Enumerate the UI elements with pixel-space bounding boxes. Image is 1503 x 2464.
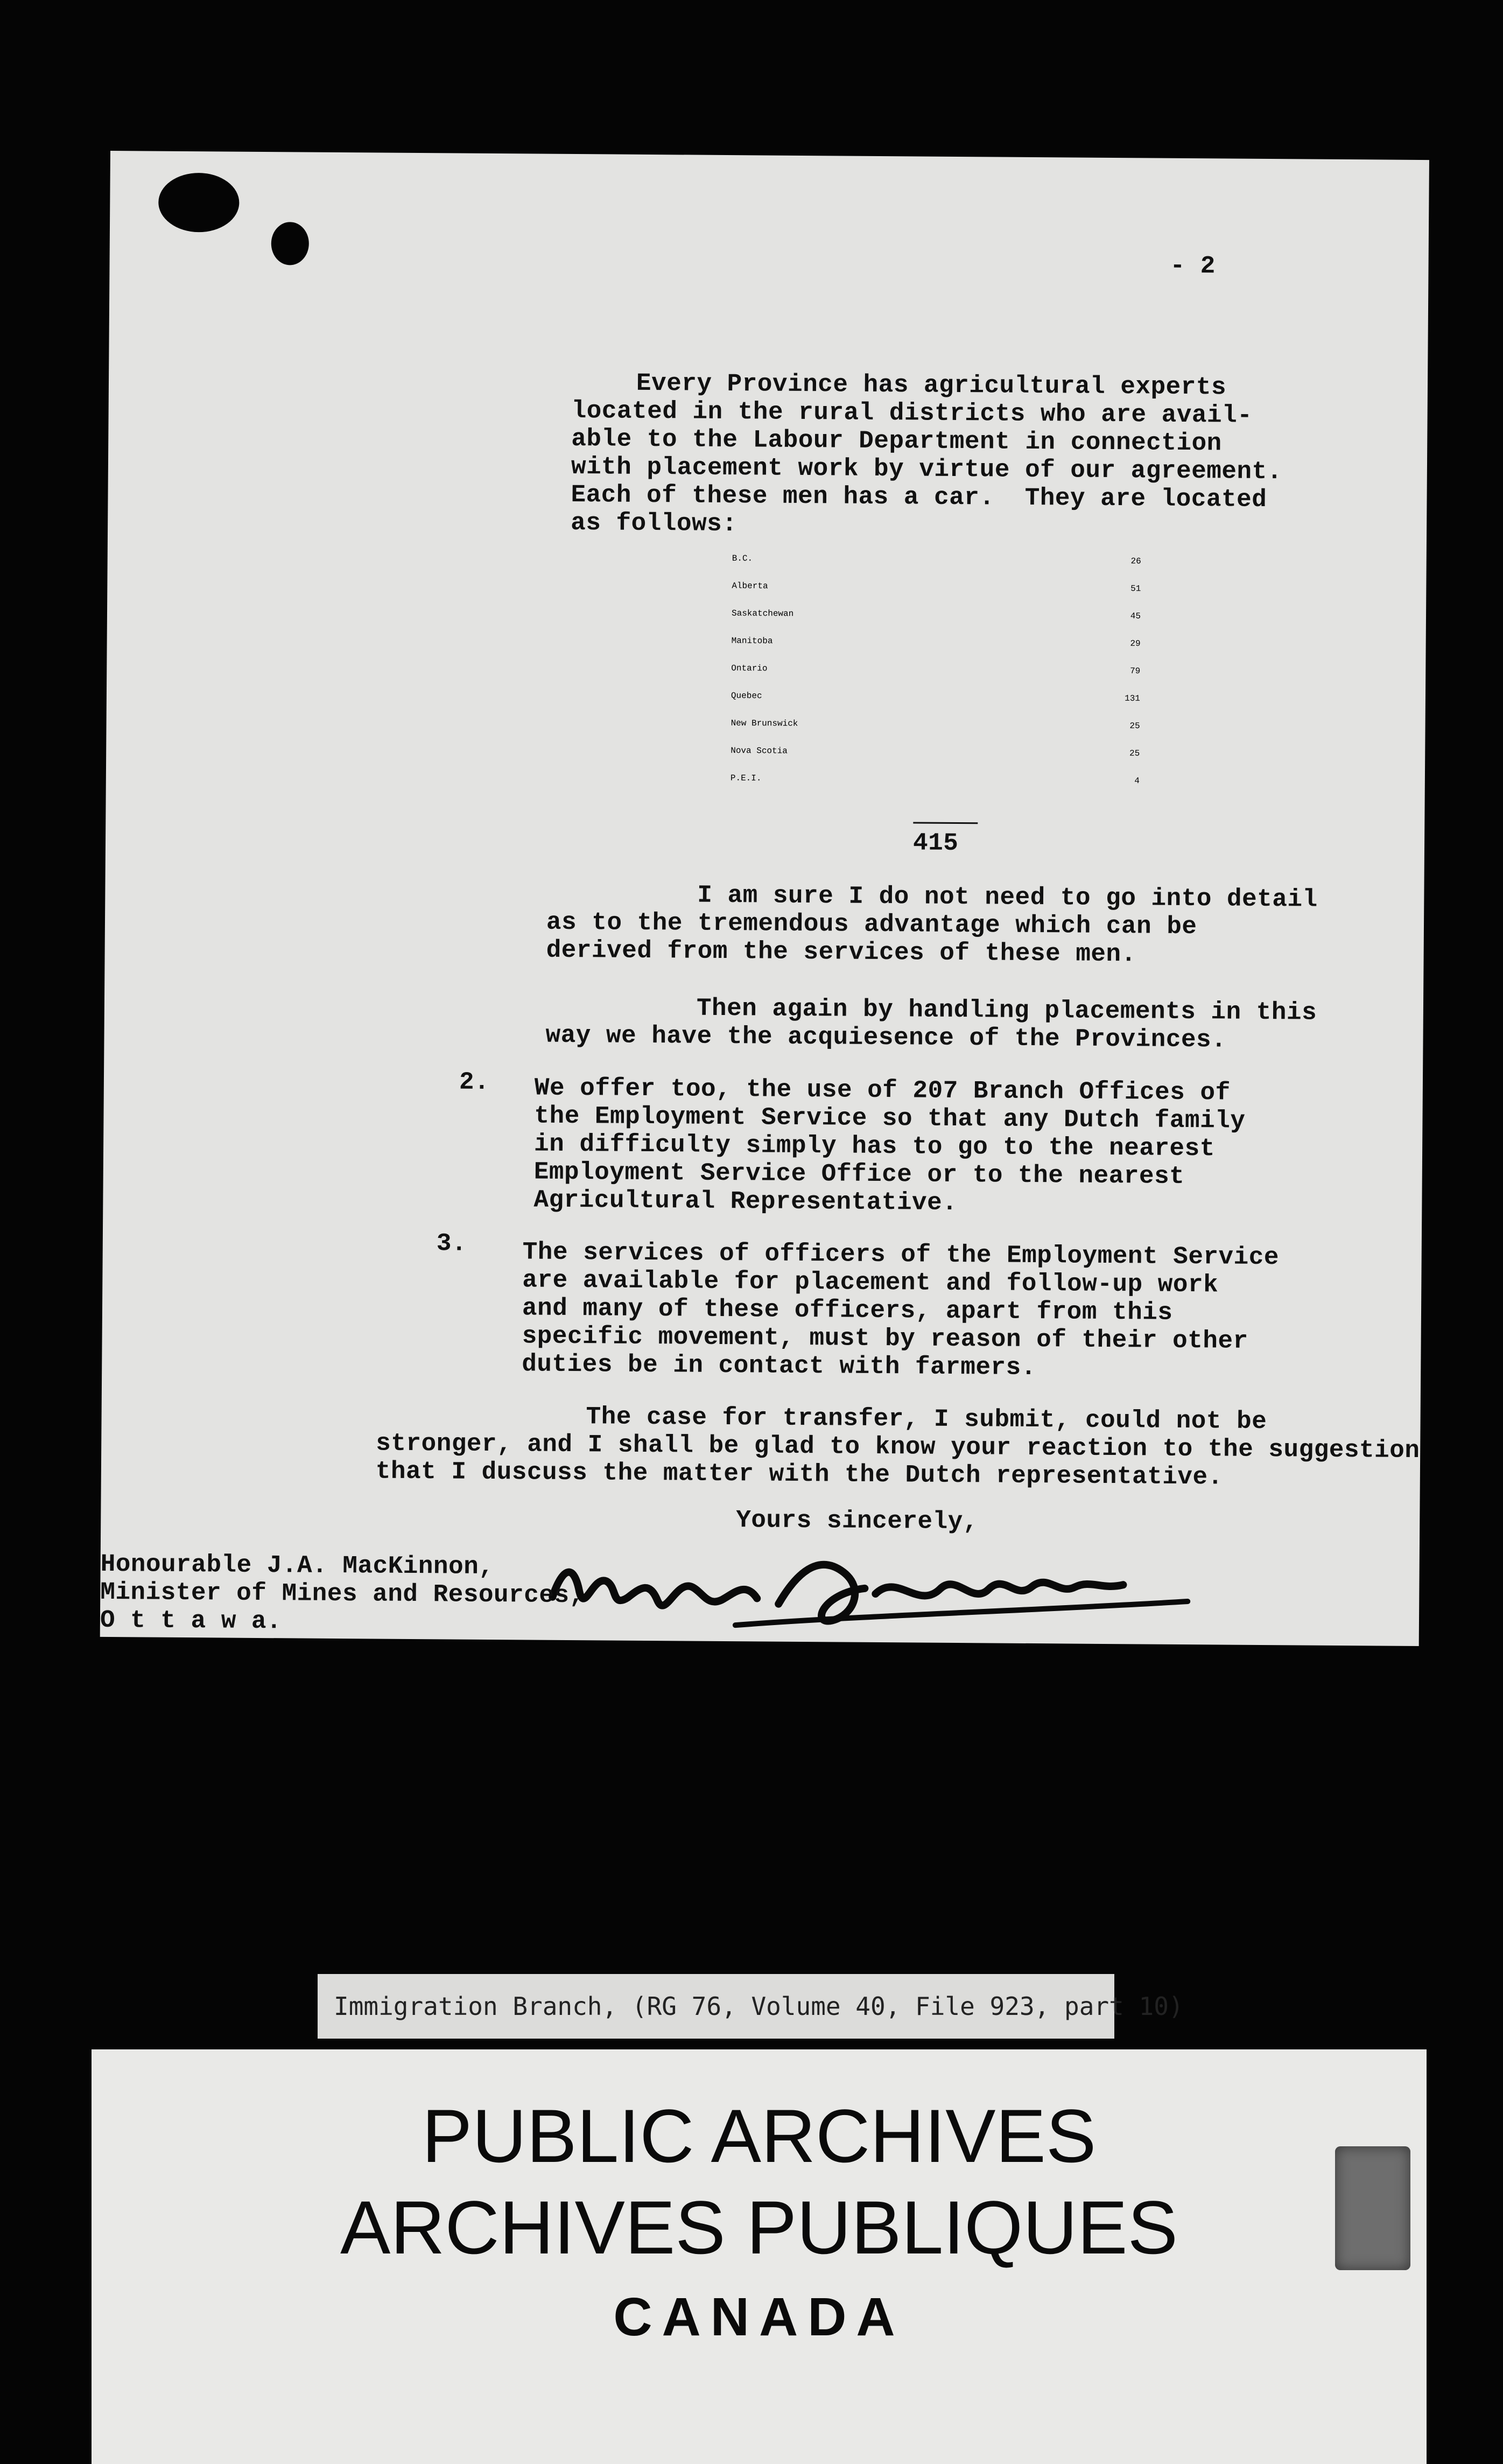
archive-stamp-card: [92, 2049, 1427, 2464]
archive-title-en: PUBLIC ARCHIVES: [422, 2094, 1097, 2178]
item3-line: duties be in contact with farmers.: [522, 1350, 1037, 1382]
province-count: 4: [1134, 776, 1140, 786]
addressee-line: Honourable J.A. MacKinnon,: [100, 1550, 494, 1581]
closing-line: stronger, and I shall be glad to know your reaction to the suggestion: [376, 1429, 1420, 1465]
item3-line: The services of officers of the Employment Service: [522, 1238, 1280, 1272]
item3-line: are available for placement and follow-up work: [522, 1266, 1219, 1299]
closing-line: The case for transfer, I submit, could not be: [586, 1403, 1267, 1436]
provinces-line: Then again by handling placements in this: [696, 994, 1317, 1027]
province-row: [731, 691, 1140, 721]
intro-line: located in the rural districts who are avail-: [571, 396, 1253, 430]
province-count: 131: [1125, 694, 1141, 704]
binder-clip: [1335, 2146, 1410, 2270]
page-number: - 2: [1170, 251, 1216, 281]
intro-line: as follows:: [571, 508, 738, 538]
province-count: 45: [1130, 611, 1141, 621]
intro-line: with placement work by virtue of our agreement.: [571, 452, 1282, 486]
province-count: 29: [1130, 639, 1141, 649]
archive-title-fr: ARCHIVES PUBLIQUES: [340, 2185, 1178, 2270]
signature: [542, 1532, 1242, 1645]
province-row: [731, 718, 1140, 748]
addressee-line: Minister of Mines and Resources,: [100, 1578, 585, 1610]
detail-line: derived from the services of these men.: [546, 936, 1136, 969]
valediction: Yours sincerely,: [736, 1506, 979, 1536]
ink-blot: [158, 173, 240, 233]
province-count: 79: [1130, 666, 1141, 676]
intro-line: Each of these men has a car. They are located: [571, 480, 1267, 514]
item-number: 2.: [459, 1068, 490, 1096]
item2-line: Agricultural Representative.: [533, 1186, 958, 1217]
province-name: Nova Scotia: [731, 746, 788, 756]
ink-blot: [271, 222, 310, 265]
province-row: [732, 608, 1141, 639]
closing-line: that I duscuss the matter with the Dutch representative.: [375, 1457, 1223, 1492]
letter-page: [100, 151, 1429, 1646]
item2-line: in difficulty simply has to go to the nearest: [533, 1130, 1215, 1163]
province-name: Ontario: [731, 663, 768, 674]
province-count: 51: [1130, 584, 1141, 594]
item-number: 3.: [436, 1229, 467, 1258]
total-underline: [913, 822, 978, 824]
province-row: [732, 581, 1141, 611]
province-name: Manitoba: [731, 636, 773, 646]
province-name: Saskatchewan: [731, 608, 794, 619]
addressee-line: O t t a w a.: [100, 1606, 282, 1636]
item3-line: and many of these officers, apart from this: [522, 1294, 1173, 1327]
province-name: P.E.I.: [730, 773, 762, 783]
province-name: B.C.: [732, 554, 753, 564]
provinces-line: way we have the acquiesence of the Provinces.: [545, 1021, 1227, 1054]
province-row: [731, 746, 1140, 776]
province-count: 26: [1130, 556, 1141, 566]
item2-line: Employment Service Office or to the nearest: [533, 1158, 1185, 1191]
province-row: [732, 554, 1141, 584]
intro-line: Every Province has agricultural experts: [636, 369, 1227, 402]
archive-country: CANADA: [613, 2287, 905, 2347]
province-row: [731, 636, 1140, 666]
province-count: 25: [1129, 721, 1140, 731]
province-row: [731, 663, 1140, 694]
province-total: 415: [912, 829, 959, 858]
item2-line: the Employment Service so that any Dutch family: [534, 1102, 1246, 1135]
item2-line: We offer too, the use of 207 Branch Offices of: [534, 1074, 1231, 1107]
province-row: [731, 773, 1140, 803]
archive-reference-label: Immigration Branch, (RG 76, Volume 40, File 923, part 10): [318, 1974, 1114, 2039]
province-name: Quebec: [731, 691, 762, 701]
detail-line: as to the tremendous advantage which can be: [546, 908, 1197, 941]
intro-line: able to the Labour Department in connection: [571, 424, 1222, 458]
province-name: New Brunswick: [731, 718, 798, 729]
item3-line: specific movement, must by reason of their other: [522, 1322, 1248, 1355]
detail-line: I am sure I do not need to go into detail: [697, 881, 1318, 914]
province-name: Alberta: [732, 581, 768, 591]
province-count: 25: [1129, 748, 1140, 759]
